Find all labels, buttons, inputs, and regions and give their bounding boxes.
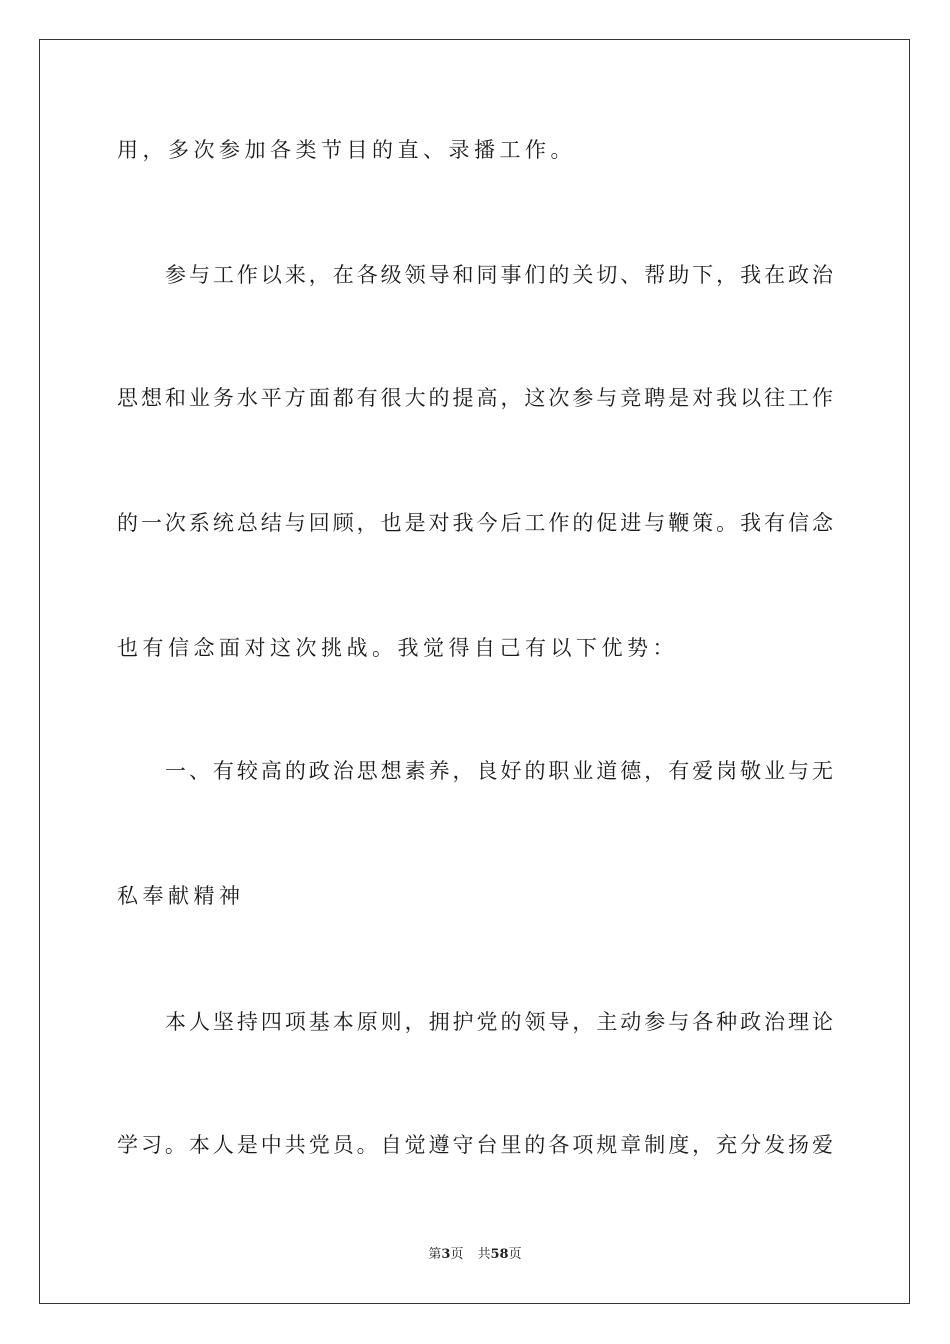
text-line-4: 的一次系统总结与回顾，也是对我今后工作的促进与鞭策。我有信念 <box>117 511 833 535</box>
text-line-9: 学习。本人是中共党员。自觉遵守台里的各项规章制度，充分发扬爱 <box>117 1133 833 1157</box>
total-prefix: 共 <box>477 1247 491 1262</box>
text-line-6: 一、有较高的政治思想素养，良好的职业道德，有爱岗敬业与无 <box>165 759 833 783</box>
page-suffix: 页 <box>450 1247 464 1262</box>
text-line-7: 私奉献精神 <box>117 884 245 908</box>
text-line-2: 参与工作以来，在各级领导和同事们的关切、帮助下，我在政治 <box>165 263 833 287</box>
page-number: 3 <box>441 1247 451 1262</box>
page-border <box>39 39 910 1304</box>
page-footer <box>0 1247 950 1263</box>
text-line-1: 用，多次参加各类节目的直、录播工作。 <box>117 138 576 162</box>
text-line-3: 思想和业务水平方面都有很大的提高，这次参与竞聘是对我以往工作 <box>117 386 833 410</box>
text-line-5: 也有信念面对这次挑战。我觉得自己有以下优势： <box>117 636 678 660</box>
total-suffix: 页 <box>508 1247 522 1262</box>
page-prefix: 第 <box>428 1247 442 1262</box>
total-pages: 58 <box>490 1247 509 1262</box>
text-line-8: 本人坚持四项基本原则，拥护党的领导，主动参与各种政治理论 <box>165 1010 833 1034</box>
